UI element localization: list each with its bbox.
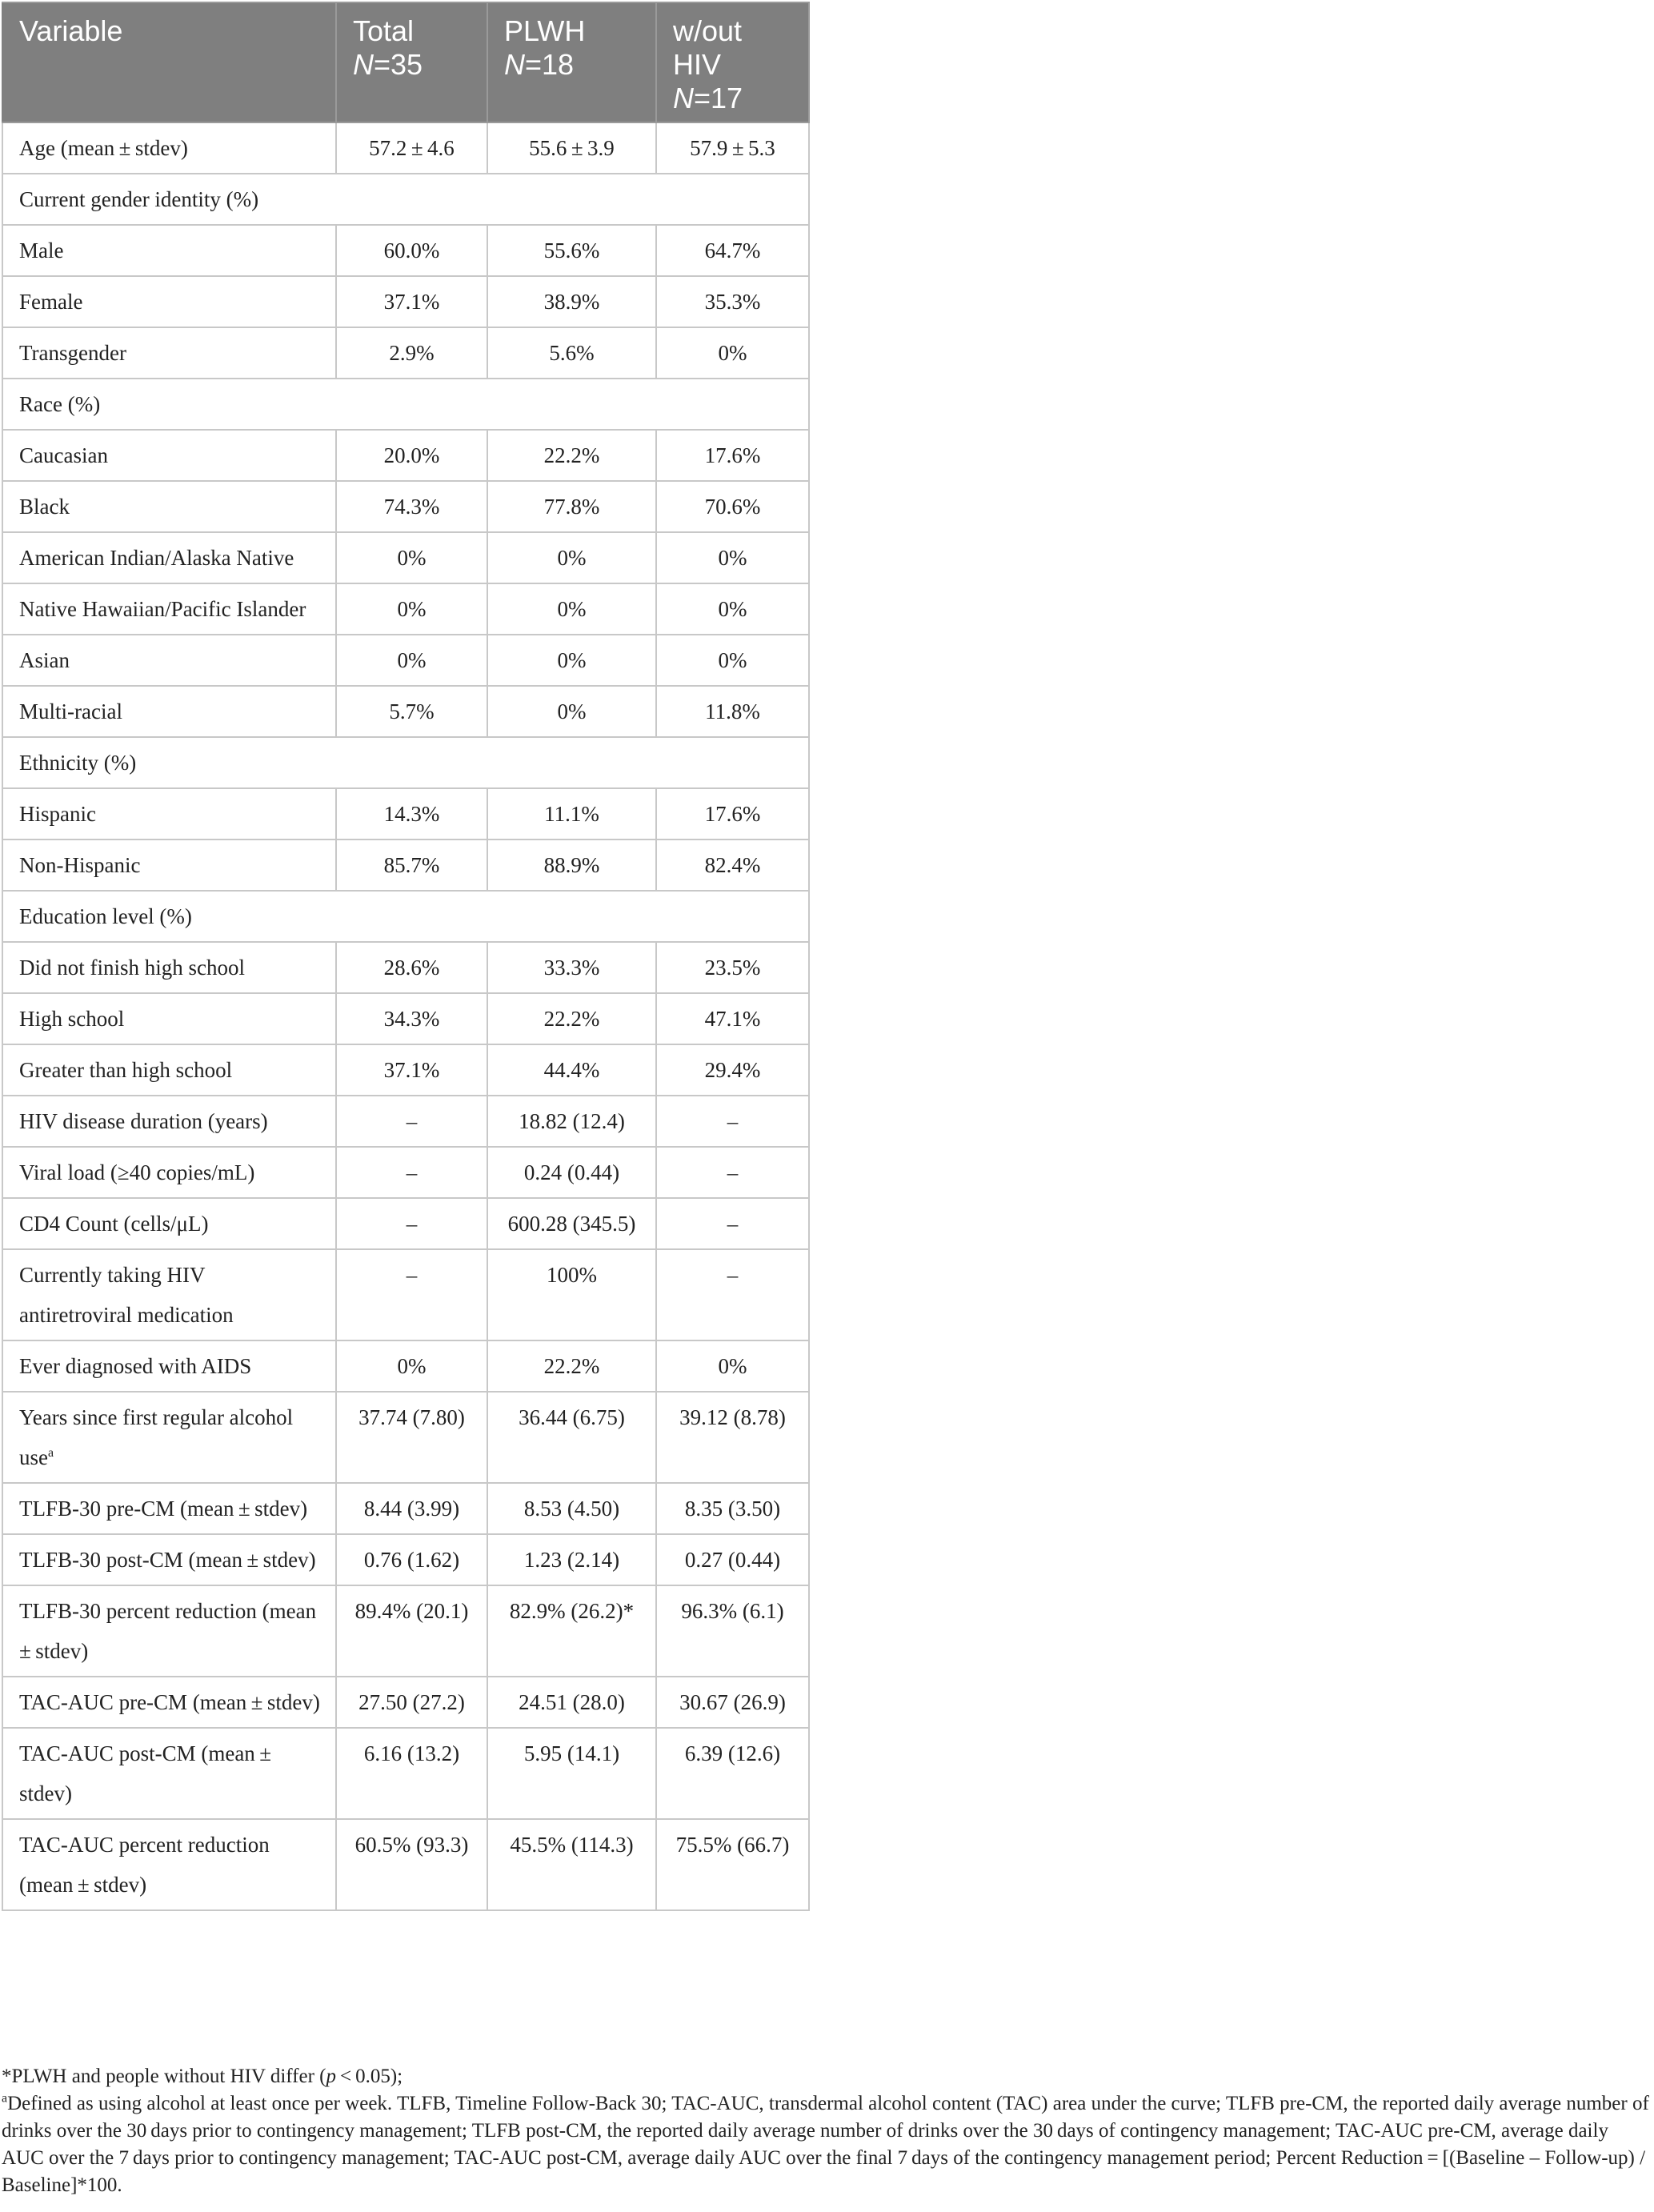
variable-cell xyxy=(2,225,336,276)
value-cell: 0% xyxy=(656,327,809,379)
variable-cell xyxy=(2,276,336,327)
value-cell: 2.9% xyxy=(336,327,487,379)
section-label xyxy=(2,737,809,788)
column-header-label: PLWH xyxy=(504,14,586,47)
value-cell: 82.4% xyxy=(656,840,809,891)
variable-label: Male xyxy=(19,238,64,262)
value-cell: – xyxy=(656,1096,809,1147)
value-cell: 55.6 ± 3.9 xyxy=(487,122,656,174)
footnote-marker: a xyxy=(48,1446,54,1460)
variable-cell xyxy=(2,430,336,481)
value-cell: 100% xyxy=(487,1249,656,1340)
value-cell: 55.6% xyxy=(487,225,656,276)
sample-size-symbol: N xyxy=(673,82,694,114)
value-cell: 0% xyxy=(487,583,656,635)
table-row xyxy=(2,1534,809,1585)
variable-label: TAC-AUC pre-CM (mean ± stdev) xyxy=(19,1690,320,1714)
value-cell: 22.2% xyxy=(487,430,656,481)
value-cell: 28.6% xyxy=(336,942,487,993)
table-row xyxy=(2,532,809,583)
section-label xyxy=(2,379,809,430)
sample-size-symbol: N xyxy=(504,48,525,81)
column-header-sample-size xyxy=(504,48,641,82)
value-cell: 0% xyxy=(487,686,656,737)
value-cell: 82.9% (26.2)* xyxy=(487,1585,656,1677)
value-cell: 17.6% xyxy=(656,788,809,840)
table-row xyxy=(2,993,809,1044)
table-row xyxy=(2,1392,809,1483)
variable-cell xyxy=(2,686,336,737)
table-body xyxy=(2,122,809,1910)
value-cell: 37.74 (7.80) xyxy=(336,1392,487,1483)
value-cell: 0% xyxy=(336,583,487,635)
value-cell: 0.24 (0.44) xyxy=(487,1147,656,1198)
table-row xyxy=(2,840,809,891)
value-cell: 14.3% xyxy=(336,788,487,840)
variable-cell xyxy=(2,1534,336,1585)
variable-cell xyxy=(2,1249,336,1340)
section-label xyxy=(2,891,809,942)
footnote-definitions xyxy=(2,2090,1650,2199)
table-row xyxy=(2,942,809,993)
value-cell: 29.4% xyxy=(656,1044,809,1096)
sample-size-symbol: N xyxy=(353,48,374,81)
value-cell: 37.1% xyxy=(336,276,487,327)
value-cell: 88.9% xyxy=(487,840,656,891)
value-cell: 35.3% xyxy=(656,276,809,327)
table-row xyxy=(2,1249,809,1340)
column-header-label: Total xyxy=(353,14,415,47)
column-header-sample-size xyxy=(673,82,794,115)
value-cell: 85.7% xyxy=(336,840,487,891)
column-header-label: w/out xyxy=(673,14,743,47)
variable-label: Caucasian xyxy=(19,443,108,467)
section-row xyxy=(2,379,809,430)
variable-label: Hispanic xyxy=(19,802,96,826)
variable-label: TLFB-30 pre-CM (mean ± stdev) xyxy=(19,1497,308,1521)
variable-cell xyxy=(2,1340,336,1392)
variable-cell xyxy=(2,1096,336,1147)
variable-cell xyxy=(2,942,336,993)
variable-cell xyxy=(2,1819,336,1910)
table-row xyxy=(2,1728,809,1819)
section-row xyxy=(2,737,809,788)
variable-label: Viral load (≥40 copies/mL) xyxy=(19,1160,255,1184)
value-cell: 45.5% (114.3) xyxy=(487,1819,656,1910)
value-cell: 0% xyxy=(656,583,809,635)
value-cell: 47.1% xyxy=(656,993,809,1044)
value-cell: 5.7% xyxy=(336,686,487,737)
value-cell: 39.12 (8.78) xyxy=(656,1392,809,1483)
variable-cell xyxy=(2,1585,336,1677)
value-cell: 11.8% xyxy=(656,686,809,737)
value-cell: – xyxy=(336,1147,487,1198)
value-cell: 36.44 (6.75) xyxy=(487,1392,656,1483)
variable-label: Ever diagnosed with AIDS xyxy=(19,1354,252,1378)
value-cell: 89.4% (20.1) xyxy=(336,1585,487,1677)
table-row xyxy=(2,635,809,686)
value-cell: 64.7% xyxy=(656,225,809,276)
value-cell: 57.9 ± 5.3 xyxy=(656,122,809,174)
value-cell: 0% xyxy=(487,532,656,583)
value-cell: 70.6% xyxy=(656,481,809,532)
variable-label: Multi-racial xyxy=(19,699,122,723)
variable-label: Native Hawaiian/Pacific Islander xyxy=(19,597,306,621)
variable-cell xyxy=(2,583,336,635)
value-cell: 38.9% xyxy=(487,276,656,327)
column-header xyxy=(2,2,336,122)
value-cell: 17.6% xyxy=(656,430,809,481)
variable-cell xyxy=(2,1483,336,1534)
variable-cell xyxy=(2,635,336,686)
table-row xyxy=(2,430,809,481)
value-cell: 74.3% xyxy=(336,481,487,532)
variable-cell xyxy=(2,1728,336,1819)
sample-size-value: =18 xyxy=(525,48,575,81)
variable-label: TAC-AUC post-CM (mean ± stdev) xyxy=(19,1741,276,1805)
sample-size-value: =17 xyxy=(694,82,743,114)
variable-label: TLFB-30 percent reduction (mean ± stdev) xyxy=(19,1599,321,1663)
variable-label: Did not finish high school xyxy=(19,956,245,980)
footnote-significance-text: *PLWH and people without HIV differ ( xyxy=(2,2066,326,2087)
column-header xyxy=(656,2,809,122)
value-cell: 27.50 (27.2) xyxy=(336,1677,487,1728)
demographics-table xyxy=(2,2,810,1911)
value-cell: – xyxy=(656,1198,809,1249)
value-cell: 44.4% xyxy=(487,1044,656,1096)
column-header-label: HIV xyxy=(673,48,722,81)
value-cell: 33.3% xyxy=(487,942,656,993)
value-cell: 0% xyxy=(336,1340,487,1392)
value-cell: 0.76 (1.62) xyxy=(336,1534,487,1585)
value-cell: 37.1% xyxy=(336,1044,487,1096)
section-label xyxy=(2,174,809,225)
variable-label: Female xyxy=(19,290,83,314)
value-cell: – xyxy=(656,1147,809,1198)
value-cell: – xyxy=(336,1198,487,1249)
value-cell: 60.5% (93.3) xyxy=(336,1819,487,1910)
column-header xyxy=(336,2,487,122)
value-cell: 77.8% xyxy=(487,481,656,532)
table-row xyxy=(2,481,809,532)
variable-cell xyxy=(2,327,336,379)
value-cell: 18.82 (12.4) xyxy=(487,1096,656,1147)
footnote-marker: a xyxy=(2,2091,8,2106)
variable-cell xyxy=(2,840,336,891)
variable-label: TAC-AUC percent reduction (mean ± stdev) xyxy=(19,1833,270,1897)
column-header xyxy=(487,2,656,122)
variable-label: Greater than high school xyxy=(19,1058,233,1082)
section-row xyxy=(2,174,809,225)
value-cell: 600.28 (345.5) xyxy=(487,1198,656,1249)
table-row xyxy=(2,583,809,635)
header-row xyxy=(2,2,809,122)
variable-cell xyxy=(2,993,336,1044)
table-row xyxy=(2,1147,809,1198)
value-cell: – xyxy=(336,1249,487,1340)
variable-label: High school xyxy=(19,1007,125,1031)
table-row xyxy=(2,1340,809,1392)
variable-label: CD4 Count (cells/μL) xyxy=(19,1212,209,1236)
variable-label: HIV disease duration (years) xyxy=(19,1109,268,1133)
variable-label: Current gender identity (%) xyxy=(19,187,259,211)
table-row xyxy=(2,1096,809,1147)
value-cell: – xyxy=(336,1096,487,1147)
value-cell: 0% xyxy=(336,532,487,583)
variable-cell xyxy=(2,788,336,840)
column-header-sample-size xyxy=(353,48,472,82)
table-row xyxy=(2,327,809,379)
value-cell: 6.16 (13.2) xyxy=(336,1728,487,1819)
variable-label: Transgender xyxy=(19,341,126,365)
variable-label: Currently taking HIV antiretroviral medication xyxy=(19,1263,234,1327)
variable-cell xyxy=(2,122,336,174)
value-cell: 5.95 (14.1) xyxy=(487,1728,656,1819)
footnote-threshold: < 0.05); xyxy=(335,2066,403,2087)
variable-label: American Indian/Alaska Native xyxy=(19,546,294,570)
value-cell: 11.1% xyxy=(487,788,656,840)
variable-label: Asian xyxy=(19,648,70,672)
variable-label: TLFB-30 post-CM (mean ± stdev) xyxy=(19,1548,316,1572)
table-header xyxy=(2,2,809,122)
variable-label: Age (mean ± stdev) xyxy=(19,136,188,160)
sample-size-value: =35 xyxy=(374,48,423,81)
value-cell: 8.53 (4.50) xyxy=(487,1483,656,1534)
variable-label: Ethnicity (%) xyxy=(19,751,137,775)
variable-cell xyxy=(2,1044,336,1096)
value-cell: 0.27 (0.44) xyxy=(656,1534,809,1585)
variable-label: Non-Hispanic xyxy=(19,853,141,877)
variable-cell xyxy=(2,481,336,532)
table-row xyxy=(2,788,809,840)
variable-cell xyxy=(2,1677,336,1728)
table-row xyxy=(2,1198,809,1249)
variable-label: Black xyxy=(19,495,70,519)
table-row xyxy=(2,1044,809,1096)
footnote-definitions-text: Defined as using alcohol at least once per week. TLFB, Timeline Follow-Back 30; TAC-AUC, transdermal alcohol content (TAC) area under the curve; TLFB pre-CM, the reported daily average number of drinks over the 30 days prior to contingency management; TLFB post-CM, the reported daily average number of drinks over the 30 days of contingency management; TAC-AUC pre-CM, average daily AUC over the 7 days prior to contingency management; TAC-AUC post-CM, average daily AUC over the final 7 days of the contingency management period; Percent Reduction = [(Baseline – Follow-up) / Baseline]*100. xyxy=(2,2093,1649,2196)
table-row xyxy=(2,1819,809,1910)
value-cell: 0% xyxy=(487,635,656,686)
value-cell: 5.6% xyxy=(487,327,656,379)
table-row xyxy=(2,686,809,737)
table-row xyxy=(2,276,809,327)
variable-label: Years since first regular alcohol use xyxy=(19,1405,294,1469)
value-cell: 20.0% xyxy=(336,430,487,481)
footnote-significance xyxy=(2,2063,1650,2090)
value-cell: 96.3% (6.1) xyxy=(656,1585,809,1677)
table-row xyxy=(2,1677,809,1728)
table-row xyxy=(2,1585,809,1677)
value-cell: 8.44 (3.99) xyxy=(336,1483,487,1534)
variable-cell xyxy=(2,1392,336,1483)
value-cell: 0% xyxy=(336,635,487,686)
section-row xyxy=(2,891,809,942)
column-header-label: Variable xyxy=(19,14,123,47)
variable-label: Race (%) xyxy=(19,392,101,416)
value-cell: 0% xyxy=(656,635,809,686)
value-cell: 23.5% xyxy=(656,942,809,993)
value-cell: 60.0% xyxy=(336,225,487,276)
value-cell: 0% xyxy=(656,532,809,583)
value-cell: 22.2% xyxy=(487,1340,656,1392)
value-cell: 57.2 ± 4.6 xyxy=(336,122,487,174)
value-cell: 1.23 (2.14) xyxy=(487,1534,656,1585)
variable-cell xyxy=(2,532,336,583)
table-row xyxy=(2,225,809,276)
footnote-p-symbol: p xyxy=(326,2066,336,2087)
value-cell: 8.35 (3.50) xyxy=(656,1483,809,1534)
value-cell: 24.51 (28.0) xyxy=(487,1677,656,1728)
variable-label: Education level (%) xyxy=(19,904,192,928)
value-cell: – xyxy=(656,1249,809,1340)
table-row xyxy=(2,1483,809,1534)
table-row xyxy=(2,122,809,174)
value-cell: 34.3% xyxy=(336,993,487,1044)
footnotes xyxy=(2,2063,1650,2199)
variable-cell xyxy=(2,1198,336,1249)
value-cell: 6.39 (12.6) xyxy=(656,1728,809,1819)
value-cell: 30.67 (26.9) xyxy=(656,1677,809,1728)
value-cell: 22.2% xyxy=(487,993,656,1044)
value-cell: 0% xyxy=(656,1340,809,1392)
value-cell: 75.5% (66.7) xyxy=(656,1819,809,1910)
variable-cell xyxy=(2,1147,336,1198)
